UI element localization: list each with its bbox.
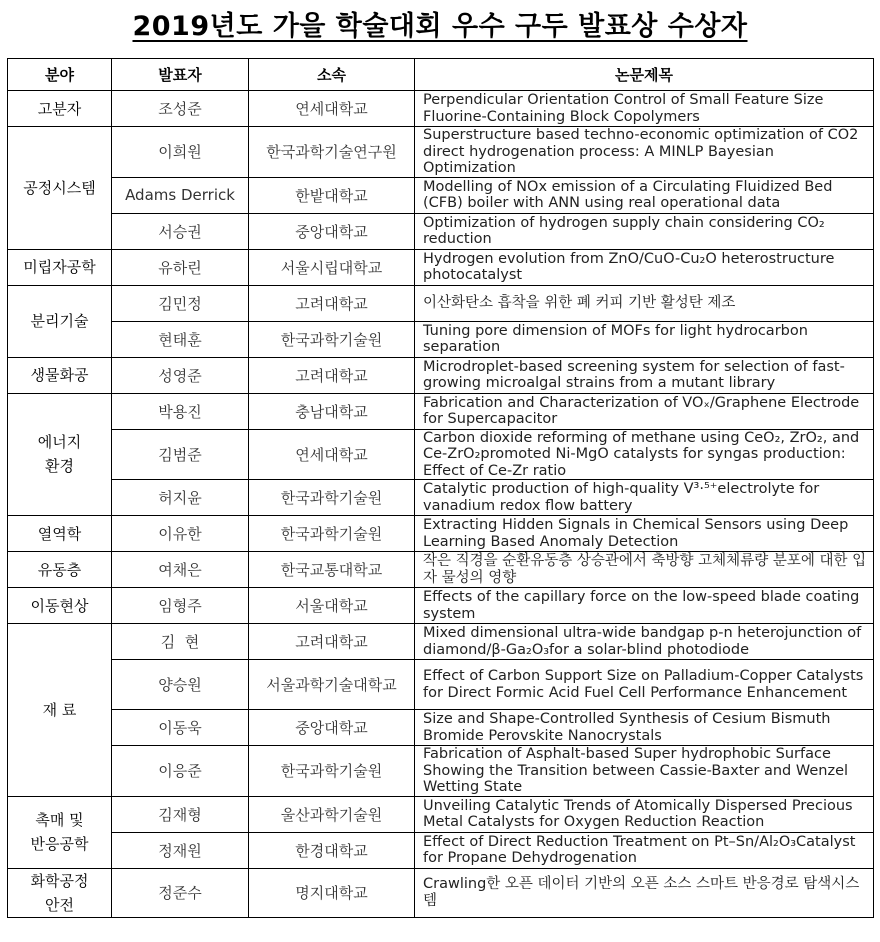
category-cell: 생물화공 [8, 357, 112, 393]
table-row [8, 357, 874, 393]
table-row [8, 249, 874, 285]
table-row [8, 832, 874, 868]
category-cell: 재 료 [8, 624, 112, 797]
table-row [8, 177, 874, 213]
presenter-cell: 허지윤 [112, 480, 249, 516]
presenter-cell: 박용진 [112, 393, 249, 429]
presenter-cell: 정재원 [112, 832, 249, 868]
paper-title-cell: Effects of the capillary force on the low-speed blade coating system [415, 588, 874, 624]
table-row [8, 429, 874, 480]
paper-title-cell: Fabrication of Asphalt-based Super hydrophobic Surface Showing the Transition between Cassie-Baxter and Wenzel Wetting State [415, 746, 874, 797]
table-row [8, 746, 874, 797]
paper-title-cell: Crawling한 오픈 데이터 기반의 오픈 소스 스마트 반응경로 탐색시스템 [415, 868, 874, 917]
affiliation-cell: 연세대학교 [249, 429, 415, 480]
category-cell: 고분자 [8, 91, 112, 127]
presenter-cell: 김 현 [112, 624, 249, 660]
paper-title-cell: Optimization of hydrogen supply chain considering CO₂ reduction [415, 213, 874, 249]
paper-title-cell: Perpendicular Orientation Control of Small Feature Size Fluorine-Containing Block Copolymers [415, 91, 874, 127]
affiliation-cell: 중앙대학교 [249, 213, 415, 249]
presenter-cell: 이동욱 [112, 710, 249, 746]
table-row [8, 660, 874, 710]
affiliation-cell: 한밭대학교 [249, 177, 415, 213]
table-row [8, 321, 874, 357]
paper-title-cell: Size and Shape-Controlled Synthesis of Cesium Bismuth Bromide Perovskite Nanocrystals [415, 710, 874, 746]
paper-title-cell: Tuning pore dimension of MOFs for light hydrocarbon separation [415, 321, 874, 357]
affiliation-cell: 한국과학기술원 [249, 516, 415, 552]
category-cell: 공정시스템 [8, 127, 112, 250]
header-affiliation: 소속 [249, 59, 415, 91]
category-cell: 에너지 환경 [8, 393, 112, 516]
presenter-cell: 현태훈 [112, 321, 249, 357]
presenter-cell: 이유한 [112, 516, 249, 552]
table-row [8, 213, 874, 249]
presenter-cell: 김범준 [112, 429, 249, 480]
paper-title-cell: Effect of Carbon Support Size on Palladium-Copper Catalysts for Direct Formic Acid Fuel Cell Performance Enhancement [415, 660, 874, 710]
table-header-row [8, 59, 874, 91]
paper-title-cell: Mixed dimensional ultra-wide bandgap p-n heterojunction of diamond/β-Ga₂O₃for a solar-blind photodiode [415, 624, 874, 660]
table-row [8, 710, 874, 746]
affiliation-cell: 고려대학교 [249, 285, 415, 321]
paper-title-cell: Modelling of NOx emission of a Circulating Fluidized Bed (CFB) boiler with ANN using real operational data [415, 177, 874, 213]
paper-title-cell: Effect of Direct Reduction Treatment on Pt–Sn/Al₂O₃Catalyst for Propane Dehydrogenation [415, 832, 874, 868]
presenter-cell: 김민정 [112, 285, 249, 321]
presenter-cell: 양승원 [112, 660, 249, 710]
category-cell: 화학공정 안전 [8, 868, 112, 917]
header-paper-title: 논문제목 [415, 59, 874, 91]
paper-title-cell: Superstructure based techno-economic optimization of CO2 direct hydrogenation process: A MINLP Bayesian Optimization [415, 127, 874, 178]
affiliation-cell: 한국과학기술연구원 [249, 127, 415, 178]
presenter-cell: 성영준 [112, 357, 249, 393]
table-row [8, 91, 874, 127]
table-row [8, 516, 874, 552]
affiliation-cell: 한국교통대학교 [249, 552, 415, 588]
presenter-cell: 유하린 [112, 249, 249, 285]
category-cell: 촉매 및 반응공학 [8, 796, 112, 868]
presenter-cell: 김재형 [112, 796, 249, 832]
paper-title-cell: Carbon dioxide reforming of methane using CeO₂, ZrO₂, and Ce-ZrO₂promoted Ni-MgO catalysts for syngas production: Effect of Ce-Zr ratio [415, 429, 874, 480]
affiliation-cell: 서울과학기술대학교 [249, 660, 415, 710]
paper-title-cell: 이산화탄소 흡착을 위한 폐 커피 기반 활성탄 제조 [415, 285, 874, 321]
table-row [8, 796, 874, 832]
table-row [8, 393, 874, 429]
affiliation-cell: 한국과학기술원 [249, 480, 415, 516]
header-category: 분야 [8, 59, 112, 91]
affiliation-cell: 중앙대학교 [249, 710, 415, 746]
category-cell: 분리기술 [8, 285, 112, 357]
award-table [7, 58, 874, 918]
table-row [8, 868, 874, 917]
affiliation-cell: 한국과학기술원 [249, 746, 415, 797]
category-cell: 열역학 [8, 516, 112, 552]
affiliation-cell: 한경대학교 [249, 832, 415, 868]
paper-title-cell: Extracting Hidden Signals in Chemical Sensors using Deep Learning Based Anomaly Detection [415, 516, 874, 552]
paper-title-cell: Unveiling Catalytic Trends of Atomically Dispersed Precious Metal Catalysts for Oxygen Reduction Reaction [415, 796, 874, 832]
presenter-cell: 정준수 [112, 868, 249, 917]
affiliation-cell: 서울대학교 [249, 588, 415, 624]
affiliation-cell: 한국과학기술원 [249, 321, 415, 357]
paper-title-cell: Hydrogen evolution from ZnO/CuO-Cu₂O heterostructure photocatalyst [415, 249, 874, 285]
table-row [8, 285, 874, 321]
paper-title-cell: Microdroplet-based screening system for selection of fast-growing microalgal strains from a mutant library [415, 357, 874, 393]
presenter-cell: 이응준 [112, 746, 249, 797]
presenter-cell: Adams Derrick [112, 177, 249, 213]
paper-title-cell: Catalytic production of high-quality V³·⁵⁺electrolyte for vanadium redox flow battery [415, 480, 874, 516]
header-presenter: 발표자 [112, 59, 249, 91]
affiliation-cell: 연세대학교 [249, 91, 415, 127]
presenter-cell: 여채은 [112, 552, 249, 588]
category-cell: 이동현상 [8, 588, 112, 624]
affiliation-cell: 고려대학교 [249, 357, 415, 393]
category-cell: 유동층 [8, 552, 112, 588]
presenter-cell: 이희원 [112, 127, 249, 178]
table-row [8, 480, 874, 516]
table-row [8, 588, 874, 624]
paper-title-cell: 작은 직경을 순환유동층 상승관에서 축방향 고체체류량 분포에 대한 입자 물성의 영향 [415, 552, 874, 588]
affiliation-cell: 명지대학교 [249, 868, 415, 917]
table-row [8, 552, 874, 588]
page-title: 2019년도 가을 학술대회 우수 구두 발표상 수상자 [132, 11, 748, 42]
category-cell: 미립자공학 [8, 249, 112, 285]
affiliation-cell: 울산과학기술원 [249, 796, 415, 832]
affiliation-cell: 서울시립대학교 [249, 249, 415, 285]
affiliation-cell: 고려대학교 [249, 624, 415, 660]
table-row [8, 127, 874, 178]
presenter-cell: 조성준 [112, 91, 249, 127]
table-row [8, 624, 874, 660]
presenter-cell: 서승권 [112, 213, 249, 249]
paper-title-cell: Fabrication and Characterization of VOₓ/Graphene Electrode for Supercapacitor [415, 393, 874, 429]
presenter-cell: 임형주 [112, 588, 249, 624]
affiliation-cell: 충남대학교 [249, 393, 415, 429]
